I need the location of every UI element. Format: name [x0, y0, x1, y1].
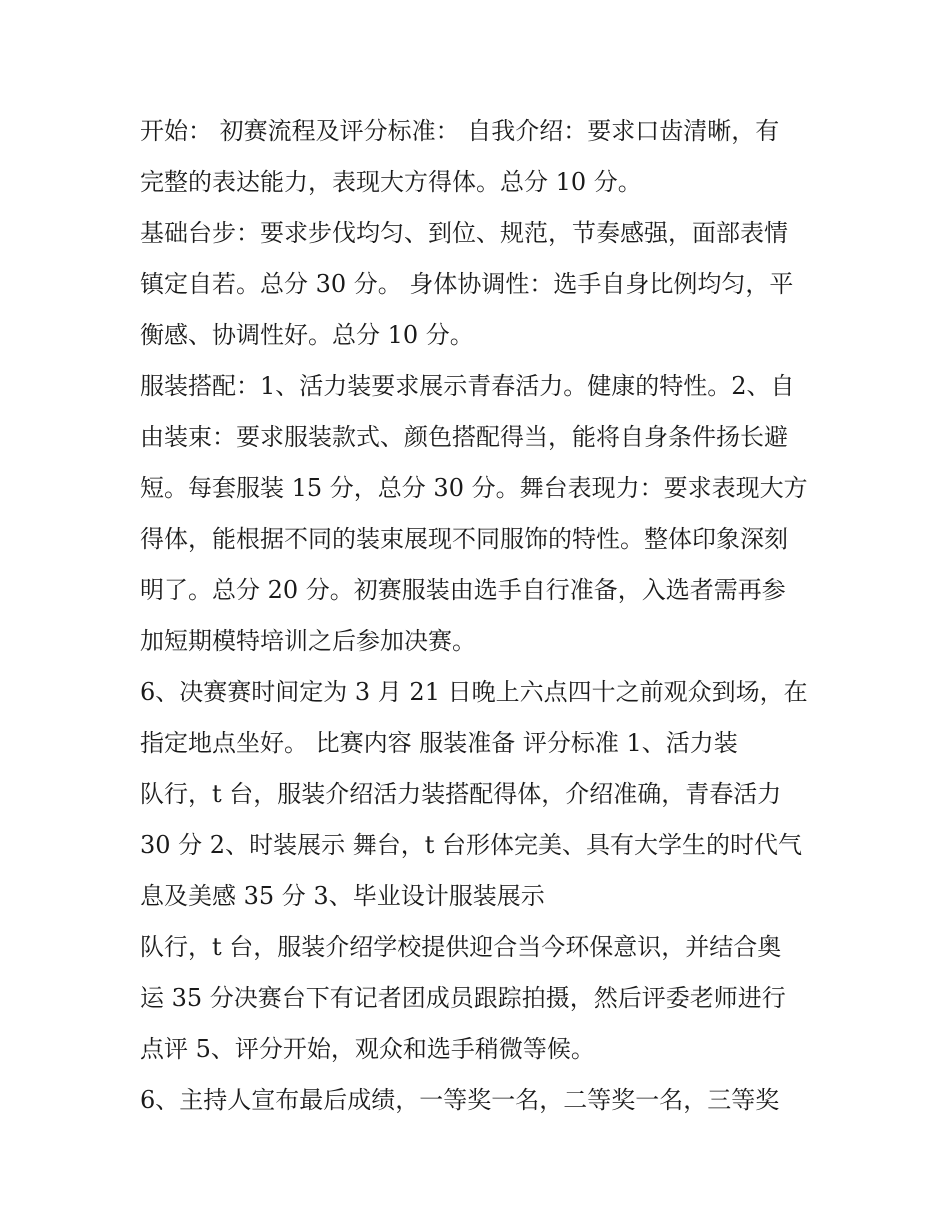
text-line: 完整的表达能力，表现大方得体。总分 10 分。	[140, 168, 642, 196]
text-line: 6、主持人宣布最后成绩，一等奖一名，二等奖一名，三等奖	[140, 1086, 780, 1114]
text-line: 开始： 初赛流程及评分标准： 自我介绍：要求口齿清晰，有	[140, 117, 780, 145]
text-line: 得体，能根据不同的装束展现不同服饰的特性。整体印象深刻	[140, 525, 788, 553]
text-line: 服装搭配：1、活力装要求展示青春活力。健康的特性。2、自	[140, 372, 795, 400]
text-line: 短。每套服装 15 分，总分 30 分。舞台表现力：要求表现大方	[140, 474, 808, 502]
text-line: 由装束：要求服装款式、颜色搭配得当，能将自身条件扬长避	[140, 423, 788, 451]
text-line: 30 分 2、时装展示 舞台，t 台形体完美、具有大学生的时代气	[140, 831, 802, 859]
text-line: 队行，t 台，服装介绍学校提供迎合当今环保意识，并结合奥	[140, 933, 782, 961]
text-line: 指定地点坐好。 比赛内容 服装准备 评分标准 1、活力装	[140, 729, 738, 757]
text-line: 点评 5、评分开始，观众和选手稍微等候。	[140, 1035, 595, 1063]
text-line: 明了。总分 20 分。初赛服装由选手自行准备，入选者需再参	[140, 576, 786, 604]
text-line: 6、决赛赛时间定为 3 月 21 日晚上六点四十之前观众到场，在	[140, 678, 808, 706]
document-body	[140, 106, 820, 1126]
text-line: 加短期模特培训之后参加决赛。	[140, 627, 476, 655]
text-line: 基础台步：要求步伐均匀、到位、规范，节奏感强，面部表情	[140, 219, 788, 247]
text-line: 运 35 分决赛台下有记者团成员跟踪拍摄，然后评委老师进行	[140, 984, 786, 1012]
text-line: 镇定自若。总分 30 分。 身体协调性：选手自身比例均匀，平	[140, 270, 794, 298]
text-line: 息及美感 35 分 3、毕业设计服装展示	[140, 882, 545, 910]
text-line: 衡感、协调性好。总分 10 分。	[140, 321, 474, 349]
text-line: 队行，t 台，服装介绍活力装搭配得体，介绍准确，青春活力	[140, 780, 782, 808]
